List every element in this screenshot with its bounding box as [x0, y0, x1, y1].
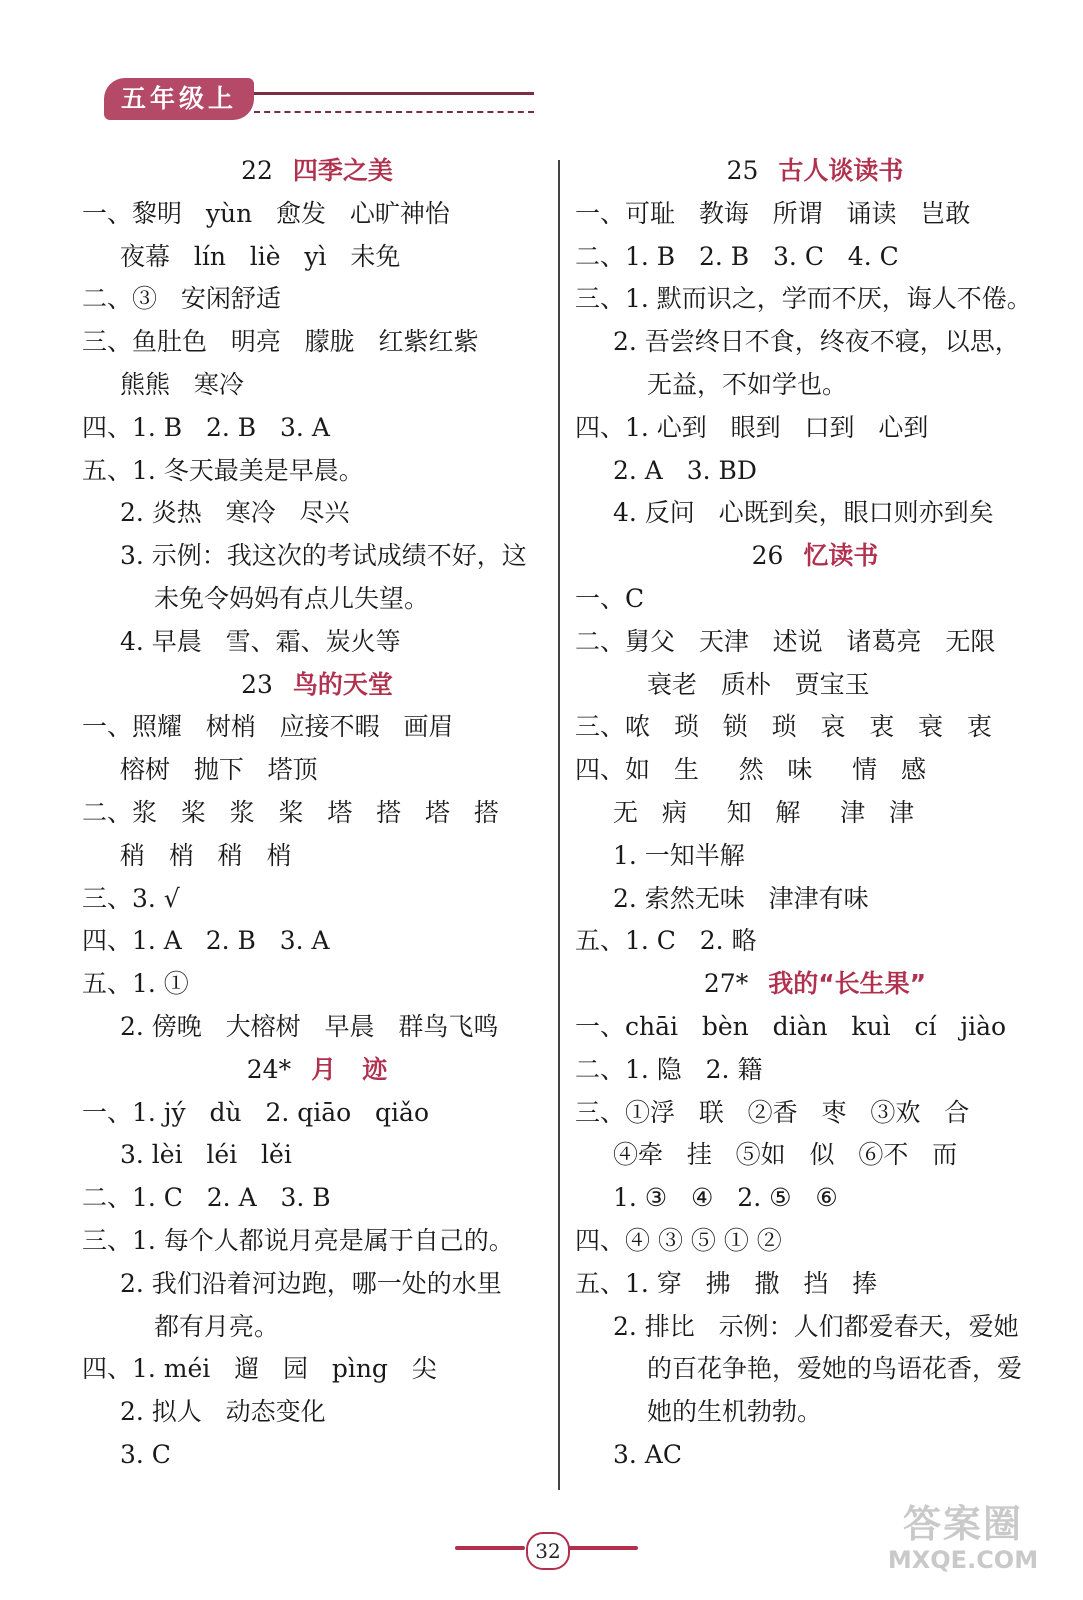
- answer-line: 无益，不如学也。: [647, 369, 848, 399]
- section-number: 22: [241, 156, 273, 185]
- answer-line: 稍 梢 稍 梢: [120, 840, 292, 870]
- answer-line: 榕树 抛下 塔顶: [120, 755, 318, 785]
- answer-line: 四、1. méi 遛 园 pìng 尖: [82, 1354, 437, 1384]
- answer-line: 一、照耀 树梢 应接不暇 画眉: [82, 712, 454, 742]
- answer-line: 未免令妈妈有点儿失望。: [154, 583, 430, 613]
- section-title-text: 古人谈读书: [778, 156, 904, 185]
- answer-line: 无 病 知 解 津 津: [613, 797, 914, 827]
- footer-ornament-right: [568, 1546, 638, 1550]
- watermark-logo-text: 答案圈: [902, 1502, 1023, 1546]
- answer-line: 四、如 生 然 味 情 感: [575, 755, 926, 785]
- page-header: [104, 78, 434, 122]
- answer-line: 三、①浮 联 ②香 枣 ③欢 合: [575, 1097, 970, 1127]
- answer-line: 3. C: [120, 1439, 171, 1469]
- page-number: 32: [526, 1532, 570, 1570]
- answer-line: 三、鱼肚色 明亮 朦胧 红紫红紫: [82, 327, 479, 357]
- page-footer: [510, 1532, 580, 1568]
- section-number: 25: [726, 156, 759, 185]
- answer-line: 2. 索然无味 津津有味: [613, 883, 869, 913]
- header-decoration: [254, 92, 534, 113]
- answer-line: 三、哝 琐 锁 琐 哀 衷 衰 衷: [575, 712, 992, 742]
- section-title: [82, 150, 552, 193]
- section-title-text: 四季之美: [292, 156, 393, 185]
- section-title: [575, 150, 1055, 193]
- section-title: [575, 963, 1055, 1006]
- answer-line: 她的生机勃勃。: [647, 1397, 823, 1427]
- section-title-text: 忆读书: [803, 541, 879, 571]
- watermark: [873, 1502, 1053, 1582]
- answer-line: 3. lèi léi lěi: [120, 1140, 292, 1170]
- section-title-text: 月 迹: [311, 1054, 388, 1084]
- answer-line: 四、1. B 2. B 3. A: [82, 412, 330, 442]
- answer-line: 2. 炎热 寒冷 尽兴: [120, 498, 350, 528]
- answer-line: 三、3. √: [82, 883, 180, 913]
- answer-line: 五、1. ①: [82, 969, 189, 999]
- answer-line: 三、1. 每个人都说月亮是属于自己的。: [82, 1225, 514, 1255]
- answer-line: 三、1. 默而识之，学而不厌，诲人不倦。: [575, 284, 1032, 314]
- answer-line: 一、1. jý dù 2. qiāo qiǎo: [82, 1097, 430, 1127]
- section-number: 23: [241, 669, 273, 699]
- column-divider: [558, 160, 560, 1490]
- section-title: [575, 535, 1055, 578]
- section-title: [82, 664, 552, 707]
- answer-line: 的百花争艳，爱她的鸟语花香，爱: [647, 1354, 1023, 1384]
- answer-line: 二、③ 安闲舒适: [82, 284, 281, 314]
- answer-line: 五、1. 冬天最美是早晨。: [82, 455, 364, 485]
- answer-line: 二、1. C 2. A 3. B: [82, 1183, 331, 1213]
- section-title-text: 我的“长生果”: [768, 969, 927, 999]
- answer-line: 3. AC: [613, 1439, 682, 1469]
- answer-line: 夜幕 lín liè yì 未免: [120, 241, 401, 271]
- answer-line: 五、1. C 2. 略: [575, 926, 757, 956]
- section-number: 24*: [246, 1054, 292, 1084]
- answer-line: 衰老 质朴 贾宝玉: [647, 669, 870, 699]
- answer-line: 2. 排比 示例：人们都爱春天，爱她: [613, 1311, 1019, 1341]
- answer-line: 四、④ ③ ⑤ ① ②: [575, 1225, 782, 1255]
- grade-badge: 五年级上: [104, 78, 254, 120]
- answer-line: ④牵 挂 ⑤如 似 ⑥不 而: [613, 1140, 958, 1170]
- answer-line: 2. A 3. BD: [613, 455, 757, 485]
- section-number: 27*: [703, 969, 749, 999]
- answer-line: 二、舅父 天津 述说 诸葛亮 无限: [575, 626, 996, 656]
- answer-line: 4. 早晨 雪、霜、炭火等: [120, 626, 401, 656]
- answer-line: 五、1. 穿 拂 撒 挡 捧: [575, 1268, 878, 1298]
- footer-ornament-left: [455, 1546, 525, 1550]
- answer-line: 二、1. 隐 2. 籍: [575, 1054, 763, 1084]
- answer-line: 4. 反问 心既到矣，眼口则亦到矣: [613, 498, 994, 528]
- left-column: [82, 150, 552, 1477]
- answer-line: 二、浆 桨 浆 桨 塔 搭 塔 搭: [82, 797, 499, 827]
- answer-line: 二、1. B 2. B 3. C 4. C: [575, 241, 899, 271]
- answer-line: 一、chāi bèn diàn kuì cí jiào: [575, 1011, 1007, 1041]
- answer-line: 一、C: [575, 583, 645, 613]
- answer-line: 一、黎明 yùn 愈发 心旷神怡: [82, 198, 450, 228]
- answer-line: 2. 傍晚 大榕树 早晨 群鸟飞鸣: [120, 1011, 499, 1041]
- section-title-text: 鸟的天堂: [292, 669, 393, 699]
- answer-line: 一、可耻 教诲 所谓 诵读 岂敢: [575, 198, 971, 228]
- section-number: 26: [751, 541, 784, 571]
- answer-line: 1. ③ ④ 2. ⑤ ⑥: [613, 1183, 838, 1213]
- answer-line: 2. 拟人 动态变化: [120, 1397, 326, 1427]
- answer-line: 2. 我们沿着河边跑，哪一处的水里: [120, 1268, 502, 1298]
- answer-line: 都有月亮。: [154, 1311, 280, 1341]
- answer-line: 四、1. 心到 眼到 口到 心到: [575, 412, 929, 442]
- section-title: [82, 1049, 552, 1092]
- right-column: [575, 150, 1055, 1477]
- answer-line: 1. 一知半解: [613, 840, 745, 870]
- watermark-url: MXQE.COM: [887, 1546, 1039, 1574]
- answer-line: 四、1. A 2. B 3. A: [82, 926, 330, 956]
- answer-line: 2. 吾尝终日不食，终夜不寝，以思，: [613, 327, 1020, 357]
- answer-line: 3. 示例：我这次的考试成绩不好，这: [120, 541, 527, 571]
- answer-line: 熊熊 寒冷: [120, 369, 244, 399]
